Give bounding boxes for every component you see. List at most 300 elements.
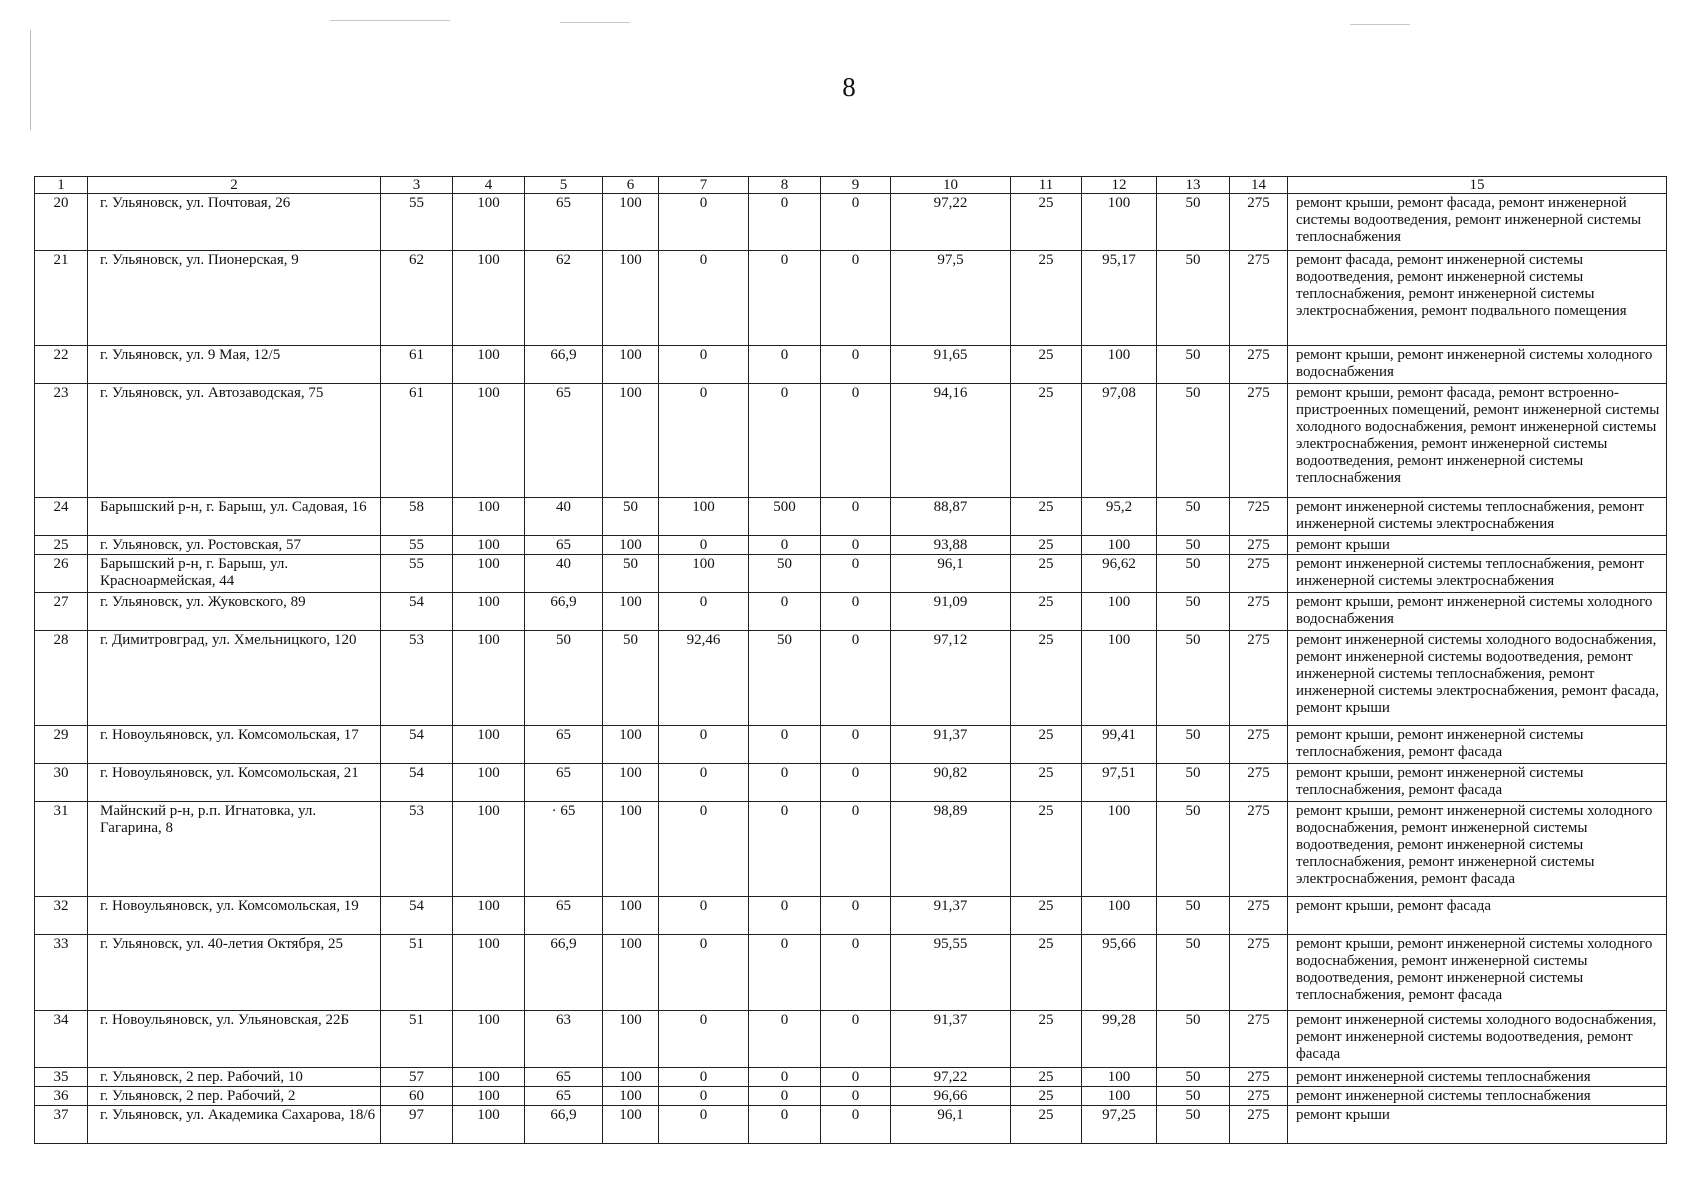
value-cell: 0 xyxy=(821,498,891,536)
value-cell: 65 xyxy=(525,726,603,764)
value-cell: 50 xyxy=(1157,1106,1230,1144)
value-cell: 725 xyxy=(1230,498,1288,536)
value-cell: 50 xyxy=(1157,802,1230,897)
row-number-cell: 20 xyxy=(35,194,88,251)
value-cell: 100 xyxy=(659,498,749,536)
works-cell: ремонт крыши, ремонт инженерной системы холодного водоснабжения xyxy=(1288,346,1667,384)
header-cell: 15 xyxy=(1288,177,1667,194)
value-cell: 25 xyxy=(1011,555,1082,593)
value-cell: 50 xyxy=(1157,726,1230,764)
value-cell: 275 xyxy=(1230,593,1288,631)
value-cell: 100 xyxy=(453,536,525,555)
value-cell: 100 xyxy=(1082,631,1157,726)
value-cell: 25 xyxy=(1011,593,1082,631)
works-cell: ремонт крыши, ремонт фасада, ремонт инженерной системы водоотведения, ремонт инженерной системы теплоснабжения xyxy=(1288,194,1667,251)
value-cell: 0 xyxy=(749,726,821,764)
value-cell: 95,66 xyxy=(1082,935,1157,1011)
value-cell: 50 xyxy=(1157,251,1230,346)
value-cell: 0 xyxy=(659,935,749,1011)
value-cell: 0 xyxy=(659,764,749,802)
value-cell: 25 xyxy=(1011,346,1082,384)
value-cell: 93,88 xyxy=(891,536,1011,555)
works-cell: ремонт крыши, ремонт инженерной системы теплоснабжения, ремонт фасада xyxy=(1288,726,1667,764)
value-cell: 53 xyxy=(381,802,453,897)
value-cell: 100 xyxy=(603,1106,659,1144)
row-number-cell: 30 xyxy=(35,764,88,802)
row-number-cell: 28 xyxy=(35,631,88,726)
row-number-cell: 35 xyxy=(35,1068,88,1087)
value-cell: 100 xyxy=(603,935,659,1011)
works-cell: ремонт крыши xyxy=(1288,1106,1667,1144)
value-cell: 0 xyxy=(749,384,821,498)
row-number-cell: 21 xyxy=(35,251,88,346)
value-cell: 275 xyxy=(1230,536,1288,555)
value-cell: 100 xyxy=(453,1106,525,1144)
value-cell: 0 xyxy=(659,1087,749,1106)
value-cell: 0 xyxy=(749,536,821,555)
value-cell: 25 xyxy=(1011,764,1082,802)
value-cell: 25 xyxy=(1011,802,1082,897)
row-number-cell: 36 xyxy=(35,1087,88,1106)
row-number-cell: 29 xyxy=(35,726,88,764)
value-cell: 100 xyxy=(1082,194,1157,251)
value-cell: 100 xyxy=(453,1087,525,1106)
address-cell: г. Новоульяновск, ул. Комсомольская, 21 xyxy=(88,764,381,802)
value-cell: 100 xyxy=(603,802,659,897)
value-cell: 100 xyxy=(603,346,659,384)
value-cell: 97,25 xyxy=(1082,1106,1157,1144)
works-cell: ремонт инженерной системы теплоснабжения, ремонт инженерной системы электроснабжения xyxy=(1288,555,1667,593)
value-cell: 97,08 xyxy=(1082,384,1157,498)
value-cell: 0 xyxy=(659,897,749,935)
address-cell: г. Новоульяновск, ул. Комсомольская, 17 xyxy=(88,726,381,764)
table-row xyxy=(35,802,1667,897)
value-cell: 65 xyxy=(525,384,603,498)
value-cell: 500 xyxy=(749,498,821,536)
value-cell: 0 xyxy=(659,194,749,251)
table-body xyxy=(35,194,1667,1144)
value-cell: 92,46 xyxy=(659,631,749,726)
value-cell: 275 xyxy=(1230,726,1288,764)
works-cell: ремонт фасада, ремонт инженерной системы водоотведения, ремонт инженерной системы теплоснабжения, ремонт инженерной системы электроснабжения, ремонт подвального помещения xyxy=(1288,251,1667,346)
address-cell: г. Ульяновск, ул. 9 Мая, 12/5 xyxy=(88,346,381,384)
value-cell: 0 xyxy=(821,726,891,764)
value-cell: 97,51 xyxy=(1082,764,1157,802)
header-cell: 9 xyxy=(821,177,891,194)
address-cell: Барышский р-н, г. Барыш, ул. Садовая, 16 xyxy=(88,498,381,536)
value-cell: 0 xyxy=(821,1087,891,1106)
value-cell: 97,22 xyxy=(891,194,1011,251)
value-cell: 88,87 xyxy=(891,498,1011,536)
value-cell: 50 xyxy=(1157,935,1230,1011)
value-cell: 91,37 xyxy=(891,726,1011,764)
table-header xyxy=(35,177,1667,194)
value-cell: 275 xyxy=(1230,194,1288,251)
value-cell: 50 xyxy=(1157,1011,1230,1068)
value-cell: 50 xyxy=(525,631,603,726)
table-row xyxy=(35,384,1667,498)
value-cell: 96,1 xyxy=(891,1106,1011,1144)
value-cell: 25 xyxy=(1011,897,1082,935)
value-cell: 0 xyxy=(749,764,821,802)
value-cell: 95,17 xyxy=(1082,251,1157,346)
value-cell: 65 xyxy=(525,897,603,935)
value-cell: 275 xyxy=(1230,1087,1288,1106)
header-cell: 12 xyxy=(1082,177,1157,194)
works-cell: ремонт крыши, ремонт инженерной системы холодного водоснабжения, ремонт инженерной системы водоотведения, ремонт инженерной системы теплоснабжения, ремонт инженерной системы электроснабжения, ремонт фасада xyxy=(1288,802,1667,897)
value-cell: 66,9 xyxy=(525,935,603,1011)
value-cell: 0 xyxy=(821,536,891,555)
address-cell: г. Ульяновск, ул. Пионерская, 9 xyxy=(88,251,381,346)
address-cell: г. Ульяновск, 2 пер. Рабочий, 2 xyxy=(88,1087,381,1106)
value-cell: 0 xyxy=(821,593,891,631)
value-cell: 25 xyxy=(1011,1106,1082,1144)
value-cell: 62 xyxy=(381,251,453,346)
value-cell: 57 xyxy=(381,1068,453,1087)
value-cell: 54 xyxy=(381,593,453,631)
value-cell: 0 xyxy=(821,194,891,251)
row-number-cell: 37 xyxy=(35,1106,88,1144)
value-cell: 99,28 xyxy=(1082,1011,1157,1068)
value-cell: 96,66 xyxy=(891,1087,1011,1106)
value-cell: 66,9 xyxy=(525,1106,603,1144)
value-cell: 100 xyxy=(453,346,525,384)
value-cell: 25 xyxy=(1011,194,1082,251)
value-cell: 275 xyxy=(1230,384,1288,498)
value-cell: 90,82 xyxy=(891,764,1011,802)
table-row xyxy=(35,194,1667,251)
value-cell: 0 xyxy=(659,346,749,384)
works-cell: ремонт крыши xyxy=(1288,536,1667,555)
value-cell: 100 xyxy=(453,555,525,593)
table-row xyxy=(35,1011,1667,1068)
value-cell: 54 xyxy=(381,726,453,764)
address-cell: г. Новоульяновск, ул. Комсомольская, 19 xyxy=(88,897,381,935)
value-cell: 94,16 xyxy=(891,384,1011,498)
value-cell: 51 xyxy=(381,935,453,1011)
value-cell: 50 xyxy=(1157,346,1230,384)
row-number-cell: 27 xyxy=(35,593,88,631)
table-row xyxy=(35,935,1667,1011)
address-cell: г. Ульяновск, ул. Автозаводская, 75 xyxy=(88,384,381,498)
row-number-cell: 25 xyxy=(35,536,88,555)
table-row xyxy=(35,1087,1667,1106)
value-cell: 58 xyxy=(381,498,453,536)
works-cell: ремонт крыши, ремонт инженерной системы холодного водоснабжения xyxy=(1288,593,1667,631)
value-cell: 25 xyxy=(1011,1068,1082,1087)
value-cell: 61 xyxy=(381,384,453,498)
value-cell: 100 xyxy=(603,764,659,802)
value-cell: 100 xyxy=(1082,1068,1157,1087)
value-cell: 0 xyxy=(749,1106,821,1144)
value-cell: 25 xyxy=(1011,536,1082,555)
value-cell: 100 xyxy=(453,593,525,631)
value-cell: 100 xyxy=(453,726,525,764)
value-cell: 0 xyxy=(659,384,749,498)
value-cell: 55 xyxy=(381,194,453,251)
value-cell: 275 xyxy=(1230,555,1288,593)
value-cell: 100 xyxy=(603,251,659,346)
address-cell: г. Димитровград, ул. Хмельницкого, 120 xyxy=(88,631,381,726)
works-cell: ремонт инженерной системы холодного водоснабжения, ремонт инженерной системы водоотведения, ремонт инженерной системы теплоснабжения, ремонт инженерной системы электроснабжения, ремонт фасада, ремонт крыши xyxy=(1288,631,1667,726)
address-cell: г. Ульяновск, ул. Почтовая, 26 xyxy=(88,194,381,251)
value-cell: 50 xyxy=(749,555,821,593)
value-cell: 100 xyxy=(603,897,659,935)
value-cell: 0 xyxy=(749,802,821,897)
works-cell: ремонт крыши, ремонт инженерной системы теплоснабжения, ремонт фасада xyxy=(1288,764,1667,802)
value-cell: 50 xyxy=(1157,194,1230,251)
value-cell: 50 xyxy=(603,555,659,593)
value-cell: 100 xyxy=(453,251,525,346)
value-cell: 50 xyxy=(1157,555,1230,593)
value-cell: 100 xyxy=(453,764,525,802)
page-number: 8 xyxy=(842,72,856,102)
value-cell: 51 xyxy=(381,1011,453,1068)
address-cell: г. Ульяновск, 2 пер. Рабочий, 10 xyxy=(88,1068,381,1087)
value-cell: 50 xyxy=(1157,1087,1230,1106)
value-cell: 50 xyxy=(1157,1068,1230,1087)
value-cell: 275 xyxy=(1230,251,1288,346)
value-cell: 25 xyxy=(1011,1087,1082,1106)
value-cell: 25 xyxy=(1011,631,1082,726)
value-cell: 275 xyxy=(1230,935,1288,1011)
value-cell: 0 xyxy=(821,384,891,498)
value-cell: 60 xyxy=(381,1087,453,1106)
table-row xyxy=(35,631,1667,726)
value-cell: 275 xyxy=(1230,1011,1288,1068)
value-cell: 63 xyxy=(525,1011,603,1068)
value-cell: 0 xyxy=(659,726,749,764)
scan-artifact xyxy=(560,22,630,23)
value-cell: 91,37 xyxy=(891,1011,1011,1068)
works-cell: ремонт инженерной системы холодного водоснабжения, ремонт инженерной системы водоотведения, ремонт фасада xyxy=(1288,1011,1667,1068)
header-cell: 6 xyxy=(603,177,659,194)
value-cell: 50 xyxy=(603,498,659,536)
value-cell: 100 xyxy=(453,631,525,726)
value-cell: 0 xyxy=(659,802,749,897)
address-cell: г. Ульяновск, ул. Ростовская, 57 xyxy=(88,536,381,555)
works-cell: ремонт инженерной системы теплоснабжения, ремонт инженерной системы электроснабжения xyxy=(1288,498,1667,536)
row-number-cell: 22 xyxy=(35,346,88,384)
value-cell: 25 xyxy=(1011,1011,1082,1068)
works-cell: ремонт крыши, ремонт фасада xyxy=(1288,897,1667,935)
works-cell: ремонт инженерной системы теплоснабжения xyxy=(1288,1068,1667,1087)
value-cell: 0 xyxy=(659,1106,749,1144)
value-cell: 62 xyxy=(525,251,603,346)
value-cell: 275 xyxy=(1230,1106,1288,1144)
address-cell: Майнский р-н, р.п. Игнатовка, ул. Гагарина, 8 xyxy=(88,802,381,897)
works-cell: ремонт крыши, ремонт инженерной системы холодного водоснабжения, ремонт инженерной системы водоотведения, ремонт инженерной системы теплоснабжения, ремонт фасада xyxy=(1288,935,1667,1011)
table-row xyxy=(35,346,1667,384)
table-row xyxy=(35,251,1667,346)
header-cell: 14 xyxy=(1230,177,1288,194)
value-cell: 275 xyxy=(1230,346,1288,384)
value-cell: 100 xyxy=(603,536,659,555)
value-cell: 100 xyxy=(1082,802,1157,897)
value-cell: 55 xyxy=(381,555,453,593)
address-cell: Барышский р-н, г. Барыш, ул. Красноармейская, 44 xyxy=(88,555,381,593)
value-cell: 91,37 xyxy=(891,897,1011,935)
table-row xyxy=(35,536,1667,555)
table-row xyxy=(35,555,1667,593)
value-cell: 0 xyxy=(749,1068,821,1087)
value-cell: 100 xyxy=(453,1068,525,1087)
value-cell: 25 xyxy=(1011,726,1082,764)
value-cell: 25 xyxy=(1011,384,1082,498)
value-cell: 65 xyxy=(525,764,603,802)
header-cell: 8 xyxy=(749,177,821,194)
value-cell: 54 xyxy=(381,897,453,935)
value-cell: 0 xyxy=(821,251,891,346)
value-cell: 100 xyxy=(603,1011,659,1068)
address-cell: г. Новоульяновск, ул. Ульяновская, 22Б xyxy=(88,1011,381,1068)
table-row xyxy=(35,593,1667,631)
value-cell: 50 xyxy=(1157,593,1230,631)
row-number-cell: 26 xyxy=(35,555,88,593)
value-cell: 97,12 xyxy=(891,631,1011,726)
value-cell: 275 xyxy=(1230,897,1288,935)
row-number-cell: 31 xyxy=(35,802,88,897)
value-cell: 0 xyxy=(821,802,891,897)
value-cell: · 65 xyxy=(525,802,603,897)
value-cell: 100 xyxy=(659,555,749,593)
value-cell: 100 xyxy=(603,593,659,631)
value-cell: 100 xyxy=(1082,346,1157,384)
value-cell: 0 xyxy=(821,764,891,802)
value-cell: 100 xyxy=(603,726,659,764)
value-cell: 275 xyxy=(1230,631,1288,726)
value-cell: 65 xyxy=(525,536,603,555)
value-cell: 100 xyxy=(453,802,525,897)
value-cell: 0 xyxy=(749,593,821,631)
value-cell: 100 xyxy=(1082,536,1157,555)
value-cell: 100 xyxy=(453,1011,525,1068)
value-cell: 0 xyxy=(659,251,749,346)
value-cell: 0 xyxy=(659,1068,749,1087)
value-cell: 50 xyxy=(1157,498,1230,536)
value-cell: 95,2 xyxy=(1082,498,1157,536)
value-cell: 50 xyxy=(1157,536,1230,555)
address-cell: г. Ульяновск, ул. Жуковского, 89 xyxy=(88,593,381,631)
header-cell: 7 xyxy=(659,177,749,194)
value-cell: 0 xyxy=(821,1106,891,1144)
value-cell: 50 xyxy=(603,631,659,726)
table-row xyxy=(35,726,1667,764)
table-row xyxy=(35,897,1667,935)
works-cell: ремонт инженерной системы теплоснабжения xyxy=(1288,1087,1667,1106)
value-cell: 61 xyxy=(381,346,453,384)
header-cell: 11 xyxy=(1011,177,1082,194)
value-cell: 95,55 xyxy=(891,935,1011,1011)
value-cell: 100 xyxy=(1082,897,1157,935)
value-cell: 0 xyxy=(749,897,821,935)
value-cell: 100 xyxy=(453,897,525,935)
header-cell: 5 xyxy=(525,177,603,194)
value-cell: 0 xyxy=(749,1011,821,1068)
value-cell: 91,65 xyxy=(891,346,1011,384)
value-cell: 25 xyxy=(1011,935,1082,1011)
value-cell: 100 xyxy=(1082,593,1157,631)
value-cell: 50 xyxy=(749,631,821,726)
value-cell: 0 xyxy=(749,346,821,384)
value-cell: 97,5 xyxy=(891,251,1011,346)
table-row xyxy=(35,1106,1667,1144)
row-number-cell: 23 xyxy=(35,384,88,498)
value-cell: 100 xyxy=(453,935,525,1011)
value-cell: 0 xyxy=(659,1011,749,1068)
row-number-cell: 33 xyxy=(35,935,88,1011)
table-row xyxy=(35,498,1667,536)
value-cell: 53 xyxy=(381,631,453,726)
value-cell: 96,62 xyxy=(1082,555,1157,593)
value-cell: 66,9 xyxy=(525,593,603,631)
value-cell: 100 xyxy=(453,194,525,251)
value-cell: 50 xyxy=(1157,631,1230,726)
value-cell: 0 xyxy=(821,935,891,1011)
data-table xyxy=(34,176,1667,1144)
value-cell: 0 xyxy=(749,194,821,251)
value-cell: 100 xyxy=(1082,1087,1157,1106)
value-cell: 100 xyxy=(603,194,659,251)
value-cell: 0 xyxy=(821,555,891,593)
header-cell: 4 xyxy=(453,177,525,194)
value-cell: 50 xyxy=(1157,764,1230,802)
value-cell: 100 xyxy=(603,1068,659,1087)
value-cell: 54 xyxy=(381,764,453,802)
value-cell: 50 xyxy=(1157,384,1230,498)
value-cell: 97,22 xyxy=(891,1068,1011,1087)
table-row xyxy=(35,1068,1667,1087)
row-number-cell: 32 xyxy=(35,897,88,935)
value-cell: 50 xyxy=(1157,897,1230,935)
value-cell: 91,09 xyxy=(891,593,1011,631)
table-row xyxy=(35,764,1667,802)
value-cell: 100 xyxy=(603,1087,659,1106)
value-cell: 65 xyxy=(525,1068,603,1087)
value-cell: 275 xyxy=(1230,764,1288,802)
value-cell: 0 xyxy=(659,593,749,631)
value-cell: 0 xyxy=(821,1068,891,1087)
value-cell: 65 xyxy=(525,1087,603,1106)
value-cell: 0 xyxy=(821,1011,891,1068)
address-cell: г. Ульяновск, ул. Академика Сахарова, 18/6 xyxy=(88,1106,381,1144)
value-cell: 0 xyxy=(659,536,749,555)
value-cell: 100 xyxy=(453,498,525,536)
value-cell: 0 xyxy=(749,1087,821,1106)
scan-artifact xyxy=(1350,24,1410,25)
scan-artifact xyxy=(330,20,450,21)
value-cell: 25 xyxy=(1011,498,1082,536)
value-cell: 0 xyxy=(749,935,821,1011)
value-cell: 40 xyxy=(525,498,603,536)
header-cell: 2 xyxy=(88,177,381,194)
works-cell: ремонт крыши, ремонт фасада, ремонт встроенно-пристроенных помещений, ремонт инженерной системы холодного водоснабжения, ремонт инженерной системы электроснабжения, ремонт инженерной системы водоотведения, ремонт инженерной системы теплоснабжения xyxy=(1288,384,1667,498)
address-cell: г. Ульяновск, ул. 40-летия Октября, 25 xyxy=(88,935,381,1011)
value-cell: 0 xyxy=(749,251,821,346)
row-number-cell: 34 xyxy=(35,1011,88,1068)
value-cell: 275 xyxy=(1230,802,1288,897)
value-cell: 0 xyxy=(821,897,891,935)
header-cell: 3 xyxy=(381,177,453,194)
value-cell: 97 xyxy=(381,1106,453,1144)
value-cell: 96,1 xyxy=(891,555,1011,593)
value-cell: 55 xyxy=(381,536,453,555)
value-cell: 0 xyxy=(821,631,891,726)
value-cell: 66,9 xyxy=(525,346,603,384)
header-cell: 1 xyxy=(35,177,88,194)
value-cell: 65 xyxy=(525,194,603,251)
row-number-cell: 24 xyxy=(35,498,88,536)
